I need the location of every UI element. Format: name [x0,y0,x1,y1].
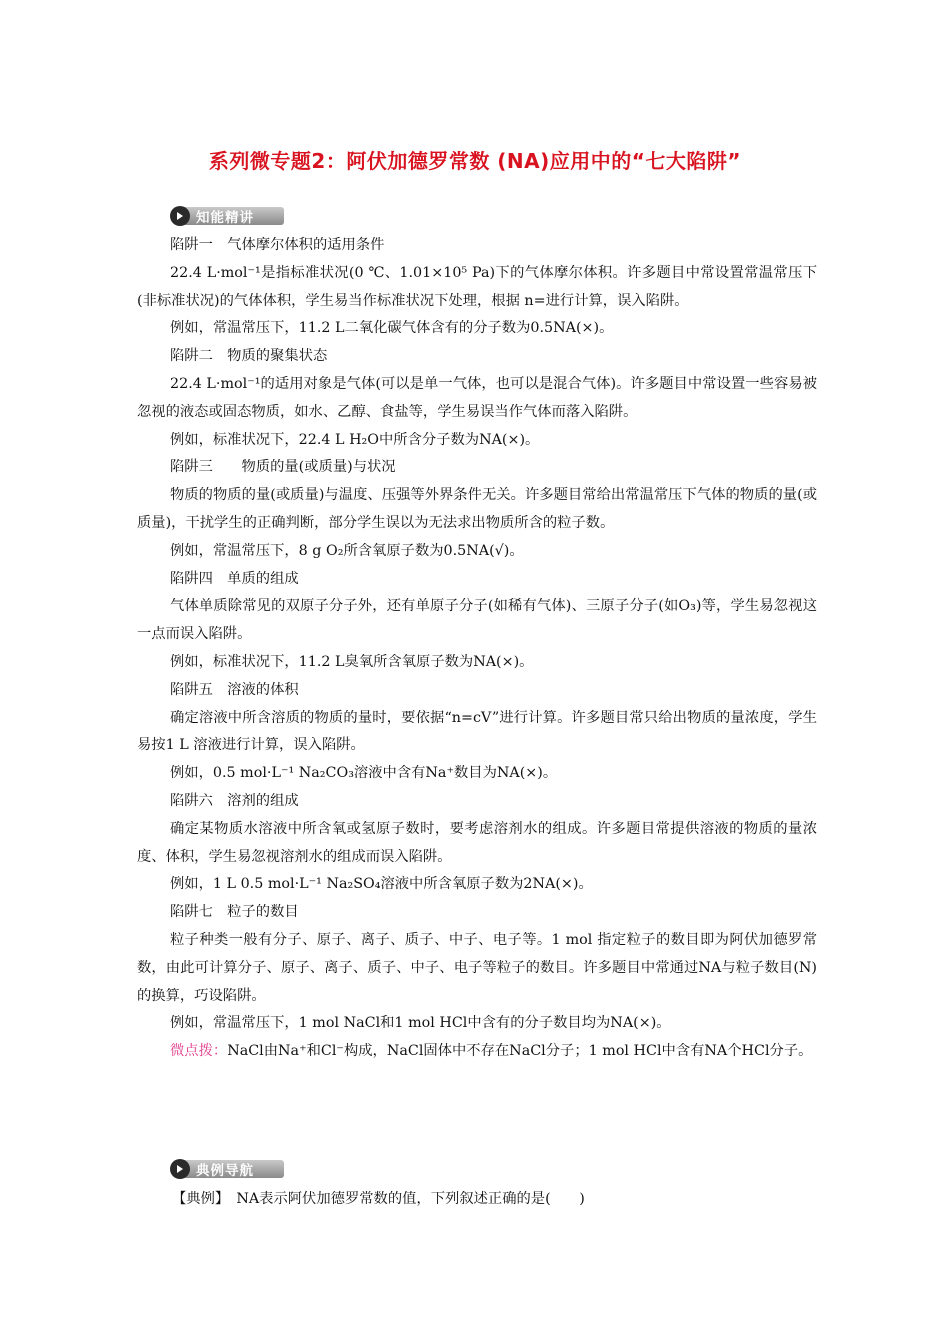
paragraph: 22.4 L·mol⁻¹是指标准状况(0 ℃、1.01×10⁵ Pa)下的气体摩尔体积。许多题目中常设置常温常压下(非标准状况)的气体体积，学生易当作标准状况下处理，根据 n=进行计算，误入陷阱。 [137,264,817,309]
paragraph: 例如，常温常压下，8 g O₂所含氧原子数为0.5NA(√)。 [170,542,524,559]
trap-heading: 陷阱二 物质的聚集状态 [170,348,328,365]
trap-heading: 陷阱五 溶液的体积 [170,681,299,698]
trap-heading: 陷阱三 物质的量(或质量)与状况 [170,459,396,476]
tip-note [137,1038,817,1066]
document-body [137,232,817,1066]
tip-label: 微点拨： [170,1043,228,1060]
trap-heading: 陷阱四 单质的组成 [170,570,299,587]
paragraph: 例如，1 L 0.5 mol·L⁻¹ Na₂SO₄溶液中所含氧原子数为2NA(×)。 [170,876,593,893]
paragraph: 物质的物质的量(或质量)与温度、压强等外界条件无关。许多题目常给出常温常压下气体的物质的量(或质量)，干扰学生的正确判断，部分学生误以为无法求出物质所含的粒子数。 [137,487,817,531]
section-tag-knowledge [170,205,288,227]
paragraph: 确定某物质水溶液中所含氧或氢原子数时，要考虑溶剂水的组成。许多题目常提供溶液的物质的量浓度、体积，学生易忽视溶剂水的组成而误入陷阱。 [137,820,817,865]
page-title: 系列微专题2：阿伏加德罗常数 (NA)应用中的“七大陷阱” [208,149,742,173]
paragraph: 气体单质除常见的双原子分子外，还有单原子分子(如稀有气体)、三原子分子(如O₃)等，学生易忽视这一点而误入陷阱。 [137,598,817,643]
tip-text: NaCl由Na⁺和Cl⁻构成，NaCl固体中不存在NaCl分子；1 mol HCl中含有NA个HCl分子。 [227,1043,813,1060]
section-tag-label: 典例导航 [184,1160,284,1178]
paragraph: 例如，常温常压下，1 mol NaCl和1 mol HCl中含有的分子数目均为NA(×)。 [170,1015,671,1032]
paragraph: 确定溶液中所含溶质的物质的量时，要依据“n=cV”进行计算。许多题目常只给出物质的量浓度，学生易按1 L 溶液进行计算，误入陷阱。 [137,709,817,754]
trap-heading: 陷阱一 气体摩尔体积的适用条件 [170,237,385,253]
paragraph: 粒子种类一般有分子、原子、离子、质子、中子、电子等。1 mol 指定粒子的数目即为阿伏加德罗常数，由此可计算分子、原子、离子、质子、中子、电子等粒子的数目。许多题目中常通过NA与粒子数目(N)的换算，巧设陷阱。 [137,931,817,1004]
play-arrow-icon [170,206,190,226]
paragraph: 例如，0.5 mol·L⁻¹ Na₂CO₃溶液中含有Na⁺数目为NA(×)。 [170,765,558,782]
example-question: 【典例】 NA表示阿伏加德罗常数的值，下列叙述正确的是( ) [172,1191,585,1207]
play-arrow-icon [170,1159,190,1179]
paragraph: 22.4 L·mol⁻¹的适用对象是气体(可以是单一气体，也可以是混合气体)。许多题目中常设置一些容易被忽视的液态或固态物质，如水、乙醇、食盐等，学生易误当作气体而落入陷阱。 [137,375,817,420]
section-tag-example [170,1158,288,1180]
section-tag-label: 知能精讲 [184,207,284,225]
trap-heading: 陷阱六 溶剂的组成 [170,792,299,809]
paragraph: 例如，标准状况下，22.4 L H₂O中所含分子数为NA(×)。 [170,431,540,448]
paragraph: 例如，标准状况下，11.2 L臭氧所含氧原子数为NA(×)。 [170,653,534,670]
trap-heading: 陷阱七 粒子的数目 [170,904,299,921]
paragraph: 例如，常温常压下，11.2 L二氧化碳气体含有的分子数为0.5NA(×)。 [170,320,614,337]
